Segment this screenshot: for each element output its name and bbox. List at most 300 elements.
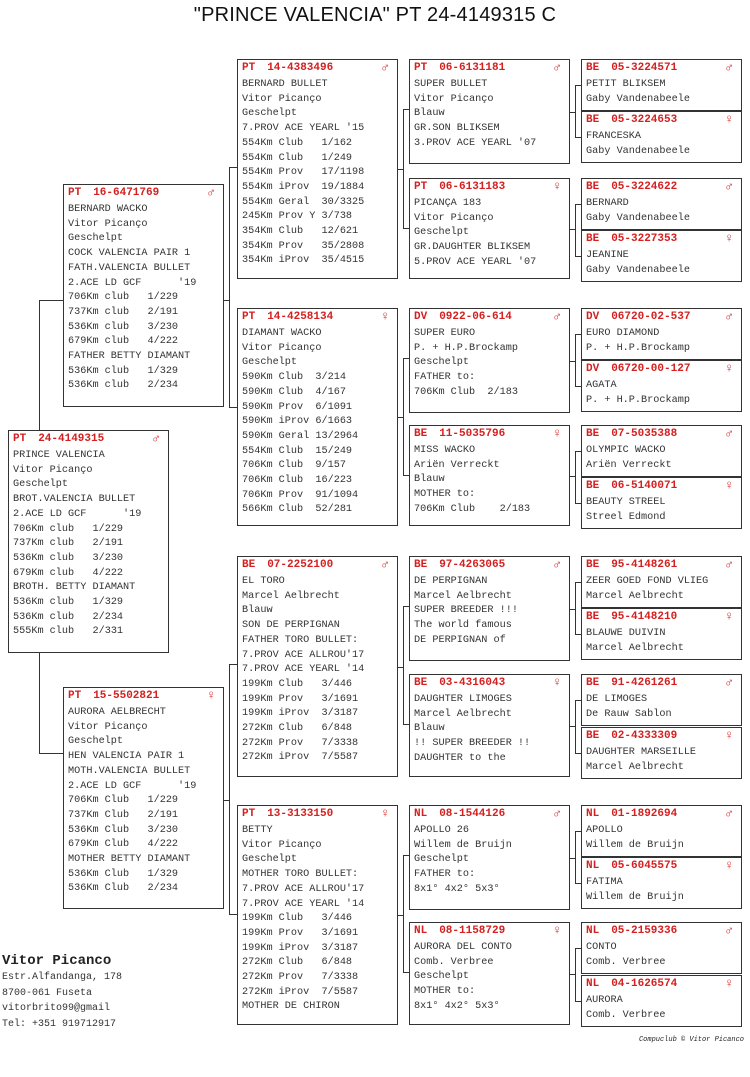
breeder-name: Gaby Vandenabeele bbox=[586, 264, 690, 276]
ring-number: 11-5035796 bbox=[439, 428, 506, 440]
country-code: PT bbox=[68, 187, 82, 199]
country-code: PT bbox=[414, 62, 428, 74]
ring-header bbox=[586, 232, 737, 247]
detail-line: 199Km Club 3/446 bbox=[242, 678, 353, 690]
ring-number: 06-6131181 bbox=[439, 62, 506, 74]
male-symbol-icon: ♂ bbox=[381, 60, 389, 75]
detail-line: SON DE PERPIGNAN bbox=[242, 620, 340, 632]
dam-card bbox=[63, 687, 224, 909]
connector-line bbox=[403, 109, 404, 228]
detail-line: 2.ACE LD GCF '19 bbox=[68, 277, 197, 289]
ring-number: 13-3133150 bbox=[267, 808, 334, 820]
detail-line: 199Km Club 3/446 bbox=[242, 913, 353, 925]
male-symbol-icon: ♂ bbox=[725, 923, 733, 938]
connector-line bbox=[403, 855, 404, 972]
detail-line: 272Km iProv 7/5587 bbox=[242, 752, 359, 764]
ring-number: 97-4263065 bbox=[439, 559, 506, 571]
connector-line bbox=[575, 700, 576, 753]
detail-line: MOTH.VALENCIA BULLET bbox=[68, 765, 191, 777]
detail-line: 272Km Club 6/848 bbox=[242, 723, 353, 735]
detail-line: 536Km club 2/234 bbox=[13, 611, 124, 623]
ancestor-card bbox=[581, 230, 742, 282]
bird-name: DAUGHTER LIMOGES bbox=[414, 694, 512, 705]
connector-line bbox=[403, 475, 409, 476]
ring-number: 06720-02-537 bbox=[611, 311, 691, 323]
ring-header bbox=[242, 310, 393, 325]
owner-name: Vitor Picanco bbox=[2, 953, 112, 969]
detail-line: 536Km Club 2/234 bbox=[68, 883, 179, 895]
ring-header bbox=[586, 362, 737, 377]
detail-line: MOTHER to: bbox=[414, 986, 476, 998]
page-title: "PRINCE VALENCIA" PT 24-4149315 C bbox=[193, 4, 557, 26]
connector-line bbox=[575, 137, 581, 138]
ring-header bbox=[586, 729, 737, 744]
detail-line: 7.PROV ACE YEARL '14 bbox=[242, 664, 365, 676]
ring-header bbox=[414, 310, 565, 325]
detail-line: Blauw bbox=[242, 605, 273, 617]
breeder-name: Vitor Picanço bbox=[68, 218, 148, 230]
ring-header bbox=[414, 924, 565, 939]
ring-header bbox=[414, 427, 565, 442]
connector-line bbox=[575, 386, 581, 387]
country-code: BE bbox=[586, 428, 600, 440]
breeder-name: Marcel Aelbrecht bbox=[586, 590, 684, 602]
connector-line bbox=[575, 582, 581, 583]
breeder-name: Willem de Bruijn bbox=[586, 891, 684, 903]
detail-line: Geschelpt bbox=[68, 233, 124, 245]
bird-name: CONTO bbox=[586, 942, 617, 953]
detail-line: FATHER to: bbox=[414, 372, 476, 384]
breeder-name: Marcel Aelbrecht bbox=[586, 642, 684, 654]
detail-line: The world famous bbox=[414, 620, 512, 632]
grandparent-card bbox=[237, 59, 398, 279]
connector-line bbox=[229, 664, 237, 665]
country-code: BE bbox=[586, 181, 600, 193]
ring-number: 03-4316043 bbox=[439, 677, 506, 689]
bird-name: SUPER EURO bbox=[414, 328, 476, 339]
country-code: NL bbox=[586, 808, 600, 820]
connector-line bbox=[575, 634, 581, 635]
connector-line bbox=[229, 167, 230, 408]
detail-line: 354Km iProv 35/4515 bbox=[242, 255, 365, 267]
bird-name: PICANÇA 183 bbox=[414, 198, 482, 209]
detail-line: 272Km Prov 7/3338 bbox=[242, 972, 359, 984]
country-code: NL bbox=[414, 925, 428, 937]
connector-line bbox=[403, 228, 409, 229]
detail-line: Geschelpt bbox=[414, 227, 470, 239]
ring-number: 24-4149315 bbox=[38, 433, 105, 445]
country-code: BE bbox=[414, 559, 428, 571]
detail-line: FATHER to: bbox=[414, 869, 476, 881]
detail-line: Blauw bbox=[414, 108, 445, 120]
ring-header bbox=[414, 180, 565, 195]
bird-name: OLYMPIC WACKO bbox=[586, 445, 666, 456]
breeder-name: Ariën Verreckt bbox=[414, 459, 500, 471]
breeder-name: Gaby Vandenabeele bbox=[586, 145, 690, 157]
detail-line: 7.PROV ACE YEARL '14 bbox=[242, 898, 365, 910]
connector-line bbox=[229, 167, 237, 168]
ring-number: 05-3224653 bbox=[611, 114, 678, 126]
bird-name: AGATA bbox=[586, 380, 617, 391]
connector-line bbox=[229, 407, 237, 408]
ring-header bbox=[586, 924, 737, 939]
great-grandparent-card bbox=[409, 425, 570, 526]
female-symbol-icon: ♀ bbox=[553, 426, 561, 441]
detail-line: 737Km club 2/191 bbox=[68, 306, 179, 318]
detail-line: 354Km Prov 35/2808 bbox=[242, 240, 365, 252]
breeder-name: Vitor Picanço bbox=[414, 93, 494, 105]
detail-line: 536Km club 1/329 bbox=[68, 365, 179, 377]
bird-name: DE PERPIGNAN bbox=[414, 576, 488, 587]
female-symbol-icon: ♀ bbox=[725, 858, 733, 873]
connector-line bbox=[403, 855, 409, 856]
ancestor-card bbox=[581, 360, 742, 412]
male-symbol-icon: ♂ bbox=[725, 60, 733, 75]
bird-name: BERNARD WACKO bbox=[68, 204, 148, 215]
breeder-name: Streel Edmond bbox=[586, 511, 666, 523]
bird-name: FRANCESKA bbox=[586, 131, 642, 142]
ring-header bbox=[68, 186, 219, 201]
female-symbol-icon: ♀ bbox=[725, 112, 733, 127]
country-code: BE bbox=[586, 677, 600, 689]
male-symbol-icon: ♂ bbox=[725, 179, 733, 194]
ring-header bbox=[242, 61, 393, 76]
breeder-name: Vitor Picanço bbox=[242, 342, 322, 354]
ring-header bbox=[586, 558, 737, 573]
detail-line: FATHER BETTY DIAMANT bbox=[68, 351, 191, 363]
detail-line: MOTHER TORO BULLET: bbox=[242, 869, 359, 881]
ring-number: 06720-00-127 bbox=[611, 363, 691, 375]
female-symbol-icon: ♀ bbox=[381, 806, 389, 821]
ring-header bbox=[13, 432, 164, 447]
detail-line: 554Km Club 1/249 bbox=[242, 152, 353, 164]
bird-name: FATIMA bbox=[586, 877, 623, 888]
great-grandparent-card bbox=[409, 556, 570, 661]
ring-header bbox=[242, 807, 393, 822]
owner-address: Estr.Alfandanga, 178 bbox=[2, 972, 123, 983]
ring-number: 08-1158729 bbox=[439, 925, 506, 937]
detail-line: 272Km Club 6/848 bbox=[242, 957, 353, 969]
country-code: BE bbox=[242, 559, 256, 571]
detail-line: MOTHER to: bbox=[414, 489, 476, 501]
detail-line: 679Km club 4/222 bbox=[13, 567, 124, 579]
ring-header bbox=[414, 61, 565, 76]
great-grandparent-card bbox=[409, 674, 570, 777]
ancestor-card bbox=[581, 59, 742, 111]
detail-line: 706Km Club 2/183 bbox=[414, 503, 531, 515]
detail-line: GR.DAUGHTER BLIKSEM bbox=[414, 242, 531, 254]
ring-number: 05-3227353 bbox=[611, 233, 678, 245]
female-symbol-icon: ♀ bbox=[553, 923, 561, 938]
breeder-name: Vitor Picanço bbox=[13, 464, 93, 476]
detail-line: MOTHER DE CHIRON bbox=[242, 1001, 340, 1013]
detail-line: 706Km Club 2/183 bbox=[414, 386, 518, 398]
ancestor-card bbox=[581, 477, 742, 529]
connector-line bbox=[403, 109, 409, 110]
detail-line: 706Km Club 16/223 bbox=[242, 475, 353, 487]
connector-line bbox=[575, 700, 581, 701]
ancestor-card bbox=[581, 805, 742, 857]
ring-number: 07-2252100 bbox=[267, 559, 334, 571]
detail-line: 555Km club 2/331 bbox=[13, 626, 124, 638]
breeder-name: Marcel Aelbrecht bbox=[586, 761, 684, 773]
ring-header bbox=[242, 558, 393, 573]
female-symbol-icon: ♀ bbox=[207, 688, 215, 703]
connector-line bbox=[39, 753, 63, 754]
bird-name: JEANINE bbox=[586, 250, 629, 261]
bird-name: MISS WACKO bbox=[414, 445, 476, 456]
grandparent-card bbox=[237, 556, 398, 777]
connector-line bbox=[403, 724, 409, 725]
detail-line: 245Km Prov Y 3/738 bbox=[242, 211, 353, 223]
breeder-name: Marcel Aelbrecht bbox=[242, 590, 340, 602]
ancestor-card bbox=[581, 308, 742, 360]
breeder-name: Marcel Aelbrecht bbox=[414, 590, 512, 602]
female-symbol-icon: ♀ bbox=[725, 231, 733, 246]
detail-line: 536Km Club 1/329 bbox=[68, 868, 179, 880]
connector-line bbox=[575, 204, 581, 205]
breeder-name: Vitor Picanço bbox=[242, 839, 322, 851]
breeder-name: Gaby Vandenabeele bbox=[586, 93, 690, 105]
detail-line: 590Km Club 4/167 bbox=[242, 386, 346, 398]
detail-line: 706Km club 1/229 bbox=[68, 292, 179, 304]
ring-number: 0922-06-614 bbox=[439, 311, 512, 323]
country-code: NL bbox=[414, 808, 428, 820]
detail-line: 2.ACE LD GCF '19 bbox=[13, 508, 142, 520]
country-code: PT bbox=[13, 433, 27, 445]
country-code: PT bbox=[242, 808, 256, 820]
great-grandparent-card bbox=[409, 59, 570, 164]
male-symbol-icon: ♂ bbox=[725, 675, 733, 690]
detail-line: 706Km Club 1/229 bbox=[68, 795, 179, 807]
country-code: DV bbox=[586, 311, 600, 323]
detail-line: 199Km iProv 3/3187 bbox=[242, 708, 359, 720]
breeder-name: Willem de Bruijn bbox=[586, 839, 684, 851]
connector-line bbox=[575, 256, 581, 257]
detail-line: Geschelpt bbox=[242, 854, 298, 866]
detail-line: DAUGHTER to the bbox=[414, 752, 506, 764]
ring-header bbox=[586, 610, 737, 625]
ancestor-card bbox=[581, 608, 742, 660]
ring-header bbox=[586, 427, 737, 442]
connector-line bbox=[575, 753, 581, 754]
detail-line: 354Km Club 12/621 bbox=[242, 226, 359, 238]
female-symbol-icon: ♀ bbox=[725, 609, 733, 624]
detail-line: 3.PROV ACE YEARL '07 bbox=[414, 137, 537, 149]
detail-line: 199Km Prov 3/1691 bbox=[242, 927, 359, 939]
detail-line: Geschelpt bbox=[414, 854, 470, 866]
connector-line bbox=[229, 664, 230, 914]
detail-line: 7.PROV ACE YEARL '15 bbox=[242, 123, 365, 135]
detail-line: !! SUPER BREEDER !! bbox=[414, 738, 531, 750]
connector-line bbox=[403, 606, 404, 724]
connector-line bbox=[403, 606, 409, 607]
male-symbol-icon: ♂ bbox=[725, 806, 733, 821]
connector-line bbox=[575, 831, 581, 832]
sire-card bbox=[63, 184, 224, 407]
detail-line: 536Km club 1/329 bbox=[13, 597, 124, 609]
ring-number: 16-6471769 bbox=[93, 187, 160, 199]
detail-line: MOTHER BETTY DIAMANT bbox=[68, 854, 191, 866]
detail-line: Geschelpt bbox=[242, 108, 298, 120]
connector-line bbox=[403, 972, 409, 973]
ring-number: 04-1626574 bbox=[611, 978, 678, 990]
country-code: PT bbox=[68, 690, 82, 702]
bird-name: AURORA AELBRECHT bbox=[68, 707, 166, 718]
ring-number: 14-4258134 bbox=[267, 311, 334, 323]
breeder-name: Ariën Verreckt bbox=[586, 459, 672, 471]
ring-number: 05-3224622 bbox=[611, 181, 678, 193]
country-code: DV bbox=[414, 311, 428, 323]
breeder-name: Comb. Verbree bbox=[586, 956, 666, 968]
ring-header bbox=[586, 479, 737, 494]
ancestor-card bbox=[581, 674, 742, 726]
ring-header bbox=[414, 558, 565, 573]
male-symbol-icon: ♂ bbox=[725, 309, 733, 324]
detail-line: 554Km Club 15/249 bbox=[242, 445, 353, 457]
male-symbol-icon: ♂ bbox=[725, 426, 733, 441]
detail-line: 737Km Club 2/191 bbox=[68, 809, 179, 821]
bird-name: BLAUWE DUIVIN bbox=[586, 628, 666, 639]
owner-email: vitorbrito99@gmail bbox=[2, 1003, 111, 1014]
breeder-name: Gaby Vandenabeele bbox=[586, 212, 690, 224]
bird-name: PRINCE VALENCIA bbox=[13, 450, 105, 461]
male-symbol-icon: ♂ bbox=[553, 309, 561, 324]
country-code: BE bbox=[586, 480, 600, 492]
ring-number: 05-2159336 bbox=[611, 925, 678, 937]
ring-header bbox=[414, 807, 565, 822]
detail-line: 566Km Club 52/281 bbox=[242, 504, 353, 516]
connector-line bbox=[403, 358, 404, 475]
breeder-name: Comb. Verbree bbox=[586, 1009, 666, 1021]
ring-number: 07-5035388 bbox=[611, 428, 678, 440]
ancestor-card bbox=[581, 922, 742, 974]
bird-name: EL TORO bbox=[242, 576, 285, 587]
ring-header bbox=[68, 689, 219, 704]
detail-line: SUPER BREEDER !!! bbox=[414, 605, 518, 617]
ring-number: 14-4383496 bbox=[267, 62, 334, 74]
credit-footer: Compuclub © Vitor Picanco bbox=[638, 1036, 744, 1044]
breeder-name: De Rauw Sablon bbox=[586, 708, 672, 720]
ring-number: 05-3224571 bbox=[611, 62, 678, 74]
breeder-name: P. + H.P.Brockamp bbox=[586, 394, 690, 406]
detail-line: 590Km Prov 6/1091 bbox=[242, 401, 353, 413]
connector-line bbox=[229, 914, 237, 915]
connector-line bbox=[575, 204, 576, 256]
connector-line bbox=[575, 948, 576, 1001]
ancestor-card bbox=[581, 425, 742, 477]
male-symbol-icon: ♂ bbox=[207, 185, 215, 200]
bird-name: PETIT BLIKSEM bbox=[586, 79, 666, 90]
breeder-name: Marcel Aelbrecht bbox=[414, 708, 512, 720]
great-grandparent-card bbox=[409, 805, 570, 910]
breeder-name: Vitor Picanço bbox=[242, 93, 322, 105]
male-symbol-icon: ♂ bbox=[553, 806, 561, 821]
detail-line: 7.PROV ACE ALLROU'17 bbox=[242, 883, 365, 895]
breeder-name: Comb. Verbree bbox=[414, 956, 494, 968]
female-symbol-icon: ♀ bbox=[725, 361, 733, 376]
detail-line: 272Km Prov 7/3338 bbox=[242, 737, 359, 749]
bird-name: SUPER BULLET bbox=[414, 79, 488, 90]
detail-line: Geschelpt bbox=[13, 479, 69, 491]
country-code: BE bbox=[414, 677, 428, 689]
ring-header bbox=[586, 977, 737, 992]
connector-line bbox=[575, 85, 576, 137]
connector-line bbox=[575, 831, 576, 883]
connector-line bbox=[575, 334, 581, 335]
detail-line: 590Km Geral 13/2964 bbox=[242, 430, 359, 442]
bird-name: AURORA bbox=[586, 995, 623, 1006]
detail-line: 536Km club 2/234 bbox=[68, 380, 179, 392]
great-grandparent-card bbox=[409, 178, 570, 279]
detail-line: 706Km Club 9/157 bbox=[242, 460, 346, 472]
male-symbol-icon: ♂ bbox=[381, 557, 389, 572]
detail-line: 706Km Prov 91/1094 bbox=[242, 489, 359, 501]
detail-line: 554Km Geral 30/3325 bbox=[242, 196, 365, 208]
connector-line bbox=[575, 1001, 581, 1002]
bird-name: BERNARD bbox=[586, 198, 629, 209]
female-symbol-icon: ♀ bbox=[725, 976, 733, 991]
female-symbol-icon: ♀ bbox=[553, 675, 561, 690]
ring-header bbox=[586, 676, 737, 691]
bird-name: BETTY bbox=[242, 825, 273, 836]
detail-line: 737Km club 2/191 bbox=[13, 538, 124, 550]
ring-number: 05-6045575 bbox=[611, 860, 678, 872]
male-symbol-icon: ♂ bbox=[553, 557, 561, 572]
connector-line bbox=[39, 653, 40, 753]
bird-name: AURORA DEL CONTO bbox=[414, 942, 512, 953]
owner-info bbox=[2, 952, 122, 1032]
detail-line: COCK VALENCIA PAIR 1 bbox=[68, 248, 191, 260]
male-symbol-icon: ♂ bbox=[725, 557, 733, 572]
country-code: BE bbox=[586, 233, 600, 245]
detail-line: 536Km club 3/230 bbox=[68, 321, 179, 333]
ring-number: 95-4148261 bbox=[611, 559, 678, 571]
ring-number: 15-5502821 bbox=[93, 690, 160, 702]
detail-line: 590Km iProv 6/1663 bbox=[242, 416, 353, 428]
country-code: BE bbox=[586, 114, 600, 126]
bird-name: ZEER GOED FOND VLIEG bbox=[586, 576, 709, 587]
ring-header bbox=[586, 310, 737, 325]
detail-line: 679Km Club 4/222 bbox=[68, 839, 179, 851]
detail-line: FATHER TORO BULLET: bbox=[242, 634, 359, 646]
female-symbol-icon: ♀ bbox=[725, 728, 733, 743]
ring-header bbox=[586, 61, 737, 76]
detail-line: 5.PROV ACE YEARL '07 bbox=[414, 256, 537, 268]
country-code: PT bbox=[414, 181, 428, 193]
ring-number: 08-1544126 bbox=[439, 808, 506, 820]
detail-line: 8x1° 4x2° 5x3° bbox=[414, 1000, 500, 1012]
detail-line: 199Km Prov 3/1691 bbox=[242, 693, 359, 705]
country-code: NL bbox=[586, 925, 600, 937]
connector-line bbox=[575, 451, 576, 503]
country-code: BE bbox=[586, 62, 600, 74]
country-code: NL bbox=[586, 860, 600, 872]
country-code: BE bbox=[586, 611, 600, 623]
ring-number: 06-5140071 bbox=[611, 480, 678, 492]
ring-header bbox=[586, 859, 737, 874]
country-code: PT bbox=[242, 62, 256, 74]
bird-name: BEAUTY STREEL bbox=[586, 497, 666, 508]
breeder-name: Vitor Picanço bbox=[68, 721, 148, 733]
ring-number: 91-4261261 bbox=[611, 677, 678, 689]
connector-line bbox=[575, 582, 576, 634]
detail-line: 536Km club 3/230 bbox=[13, 552, 124, 564]
ring-number: 02-4333309 bbox=[611, 730, 678, 742]
connector-line bbox=[575, 85, 581, 86]
breeder-name: P. + H.P.Brockamp bbox=[586, 342, 690, 354]
detail-line: 199Km iProv 3/3187 bbox=[242, 942, 359, 954]
